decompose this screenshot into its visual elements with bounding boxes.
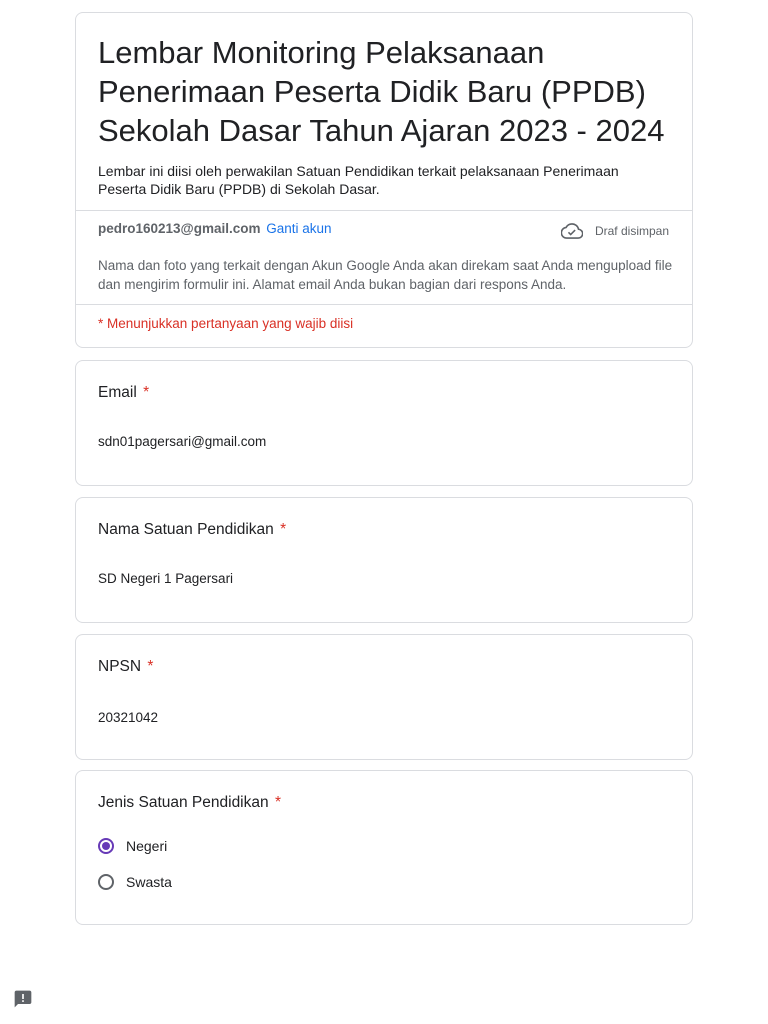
- question-email: [75, 360, 693, 486]
- account-email: pedro160213@gmail.com: [98, 221, 261, 236]
- radio-option-negeri[interactable]: [98, 838, 167, 854]
- radio-option-swasta[interactable]: [98, 874, 172, 890]
- form-title: Lembar Monitoring Pelaksanaan Penerimaan Peserta Didik Baru (PPDB) Sekolah Dasar Tahun Ajaran 2023 - 2024: [98, 35, 665, 148]
- question-title: [98, 793, 281, 813]
- account-row: [98, 220, 332, 238]
- npsn-answer: 20321042: [98, 710, 159, 725]
- nama-satuan-answer: SD Negeri 1 Pagersari: [98, 571, 234, 586]
- question-jenis-satuan: [75, 770, 693, 925]
- question-title: [98, 657, 153, 677]
- privacy-note: Nama dan foto yang terkait dengan Akun Google Anda akan direkam saat Anda mengupload file dan mengirim formulir ini. Alamat email Anda bukan bagian dari respons Anda.: [98, 258, 673, 292]
- cloud-done-icon: [561, 223, 583, 239]
- required-divider: [76, 304, 692, 305]
- required-asterisk: *: [143, 384, 150, 401]
- question-npsn: [75, 634, 693, 760]
- question-title: [98, 520, 286, 540]
- draft-status-text: Draf disimpan: [594, 224, 669, 238]
- radio-label: Swasta: [126, 874, 172, 890]
- email-answer: sdn01pagersari@gmail.com: [98, 434, 267, 449]
- question-label: Jenis Satuan Pendidikan: [98, 794, 269, 811]
- question-title: [98, 383, 149, 403]
- required-note: * Menunjukkan pertanyaan yang wajib diisi: [98, 316, 354, 331]
- question-label: Nama Satuan Pendidikan: [98, 521, 274, 538]
- question-label: Email: [98, 384, 137, 401]
- radio-label: Negeri: [126, 838, 168, 854]
- radio-button-unchecked[interactable]: [98, 874, 114, 890]
- question-label: NPSN: [98, 658, 142, 675]
- question-nama-satuan: [75, 497, 693, 623]
- draft-status: [561, 223, 669, 239]
- required-asterisk: *: [147, 658, 154, 675]
- required-asterisk: *: [280, 521, 287, 538]
- form-header-card: [75, 12, 693, 348]
- radio-button-checked[interactable]: [98, 838, 114, 854]
- required-asterisk: *: [274, 794, 281, 811]
- header-divider: [76, 210, 692, 211]
- switch-account-link[interactable]: Ganti akun: [266, 221, 332, 236]
- form-description: Lembar ini diisi oleh perwakilan Satuan Pendidikan terkait pelaksanaan Penerimaan Peserta Didik Baru (PPDB) di Sekolah Dasar.: [98, 163, 619, 197]
- feedback-icon[interactable]: [13, 989, 33, 1009]
